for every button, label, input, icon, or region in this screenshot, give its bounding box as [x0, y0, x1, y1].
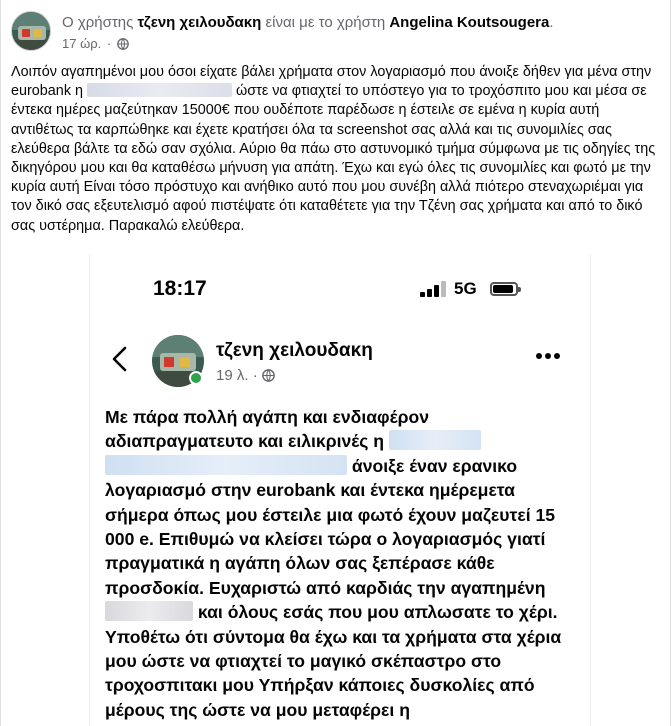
back-arrow-icon[interactable]	[110, 346, 130, 372]
screenshot-post-age: 19 λ.	[216, 367, 249, 384]
screenshot-post-meta	[216, 367, 275, 384]
phone-status-bar	[420, 279, 530, 299]
screenshot-author-name: τζενη χειλουδακη	[216, 340, 373, 361]
network-type: 5G	[454, 279, 477, 298]
globe-icon[interactable]	[117, 38, 129, 53]
attached-phone-screenshot[interactable]	[89, 254, 591, 726]
tagged-user-link[interactable]: Angelina Koutsougera	[389, 14, 550, 31]
online-status-dot	[189, 371, 203, 385]
title-end: .	[549, 14, 554, 31]
post-text-part1: Λοιπόν αγαπημένοι μου όσοι είχατε βάλει χρήματα στον λογαριασμό που άνοιξε δήθεν για μένα στην eurobank η	[11, 64, 652, 100]
author-name-link[interactable]: τζενη χειλουδακη	[137, 14, 262, 31]
more-options-icon	[536, 352, 560, 360]
with-text: είναι με το χρήστη	[265, 14, 386, 31]
post-timestamp[interactable]: 17 ώρ.	[62, 36, 102, 51]
post-title-line	[62, 14, 554, 31]
author-avatar[interactable]	[11, 11, 51, 51]
post-header	[11, 11, 651, 55]
post-text-part2: ώστε να φτιαχτεί το υπόστεγο για το τροχόσπιτο μου και μέσα σε έντεκα ημέρες μαζεύτηκαν 15000€ που ουδέποτε παρέδωσε η έστειλε σε εμένα η κυρία αυτή αντιθέτως τα καρπώθηκε και έχετε κρατήσει όλα τα screenshot σας αλλά και τις συνομιλίες σας ελεύθερα βάλτε τα εδώ σαν σχόλια. Αύριο θα πάω στο αστυνομικό τμήμα σύμφωνα με τις οδηγίες της δικηγόρου μου και θα καταθέσω μήνυση για απάτη. Έχω και εγώ όλες τις συνομιλίες και φωτό με την κυρία αυτή Είναι τόσο πρόστυχο και ανήθικο αυτό που μου συνέβη αλλά πιότερο στεναχωριέμαι για τον δικό σας εξευτελισμό αφού πιστέψατε ότι καταθέτετε για την Τζένη σας χρήματα και από το δικό σας υστέρημα. Παρακαλώ ελεύθερα.	[11, 83, 656, 234]
globe-icon	[262, 369, 275, 382]
blurred-name	[105, 601, 193, 621]
screenshot-text-part3: και όλους εσάς που μου απλωσατε το χέρι. Υποθέτω ότι σύντομα θα έχω και τα χρήματα στα χέρια μου ώστε να φτιαχτεί το μαγικό σκέπαστρο στο τροχοσπιτακι μου Υπήρξαν κάποιες δυσκολίες από μέρους της ώστε να μου μεταφέρει η	[105, 602, 562, 720]
battery-icon	[490, 282, 518, 296]
signal-icon	[420, 281, 448, 297]
author-prefix: Ο χρήστης	[62, 14, 134, 31]
blurred-name	[105, 455, 347, 475]
post-body-text	[11, 63, 659, 236]
phone-clock: 18:17	[153, 277, 207, 300]
screenshot-meta-separator: ·	[252, 367, 258, 384]
screenshot-text-part1: Με πάρα πολλή αγάπη και ενδιαφέρον αδιαπραγματευτο και ειλικρινές η	[105, 407, 429, 452]
screenshot-text-part2: άνοιξε έναν ερανικο λογαριασμό στην eurobank και έντεκα ημέρεμετα σήμερα όπως μου έστειλε μια φωτό έχουν μαζευτεί 15 000 e. Επιθυμώ να κλείσει τώρα ο λογαριασμός γιατί πραγματικά η αγάπη όλων σας ξεπέρασε κάθε προσδοκία. Ευχαριστώ από καρδιάς την αγαπημένη	[105, 455, 556, 598]
blurred-name	[389, 430, 481, 450]
post-meta	[62, 36, 129, 53]
screenshot-post-text	[105, 405, 580, 722]
blurred-name	[87, 83, 232, 97]
meta-separator: ·	[106, 36, 112, 51]
